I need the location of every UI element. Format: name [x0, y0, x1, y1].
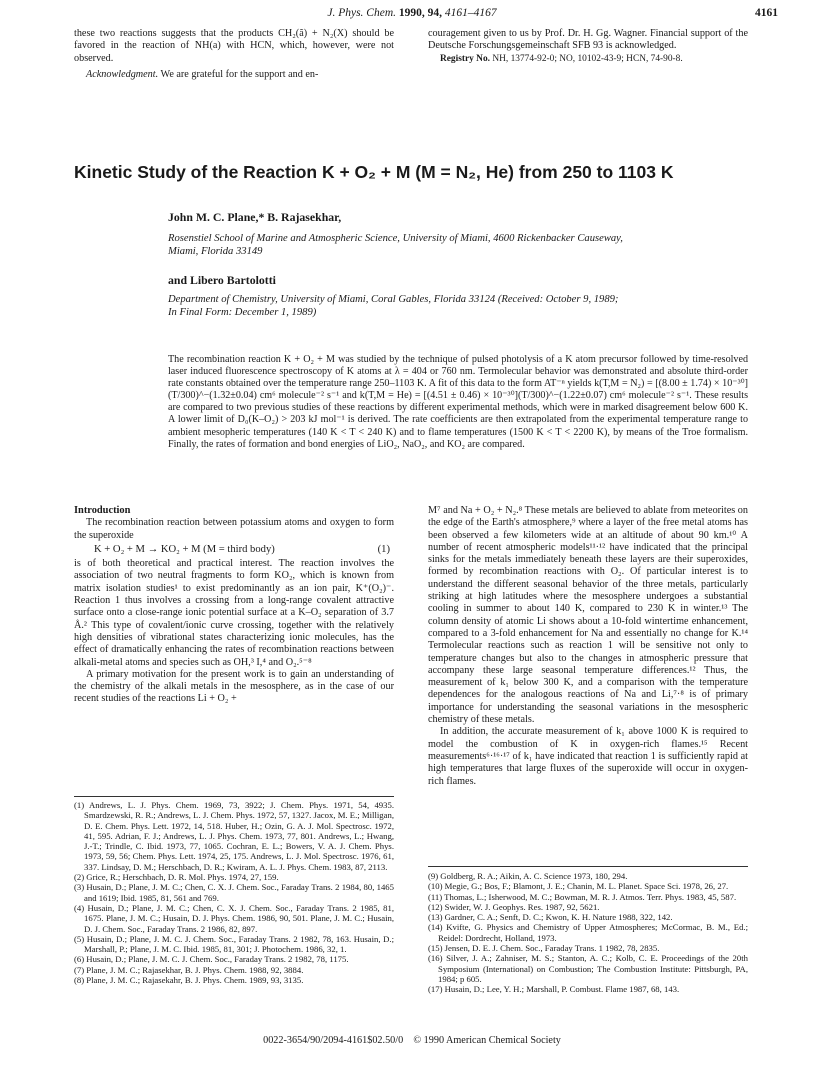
authors-primary: John M. C. Plane,* B. Rajasekhar,: [168, 210, 342, 224]
section-heading-introduction: Introduction: [74, 505, 131, 516]
reference-item: (8) Plane, J. M. C.; Rajasekahr, B. J. Phys. Chem. 1989, 93, 3135.: [74, 975, 304, 986]
reference-item: (17) Husain, D.; Lee, Y. H.; Marshall, P. Combust. Flame 1987, 68, 143.: [428, 984, 680, 995]
page-footer: [0, 1035, 824, 1046]
prev-article-right-column: [428, 28, 748, 65]
reference-item: (10) Megie, G.; Bos, F.; Blamont, J. E.; Chanin, M. L. Planet. Space Sci. 1978, 26, 27.: [428, 881, 729, 892]
reference-item: (9) Goldberg, R. A.; Aikin, A. C. Science 1973, 180, 294.: [428, 871, 628, 881]
reference-item: (16) Silver, J. A.; Zahniser, M. S.; Stanton, A. C.; Kolb, C. E. Proceedings of the 20th Symposium (International) on Combustion; The Combustion Institute: Pittsburgh, PA, 1984; p 605.: [428, 953, 748, 984]
body-left-column: [74, 505, 394, 706]
reference-item: (15) Jensen, D. E. J. Chem. Soc., Faraday Trans. 1 1982, 78, 2835.: [428, 943, 660, 954]
body-right-column: [428, 505, 748, 788]
journal-year-volume: 1990, 94,: [398, 7, 443, 19]
footnote-divider-right: [428, 866, 748, 867]
journal-name: J. Phys. Chem.: [327, 7, 397, 19]
reference-item: (3) Husain, D.; Plane, J. M. C.; Chen, C. X. J. Chem. Soc., Faraday Trans. 2 1984, 80, 1465 and 1619; Ibid. 1985, 81, 561 and 769.: [74, 882, 394, 903]
reference-item: (12) Swider, W. J. Geophys. Res. 1987, 92, 5621.: [428, 901, 600, 912]
body-paragraph-right-1: M⁷ and Na + O₂ + N₂.⁸ These metals are believed to ablate from meteorites on the edge of the Earth's atmosphere,⁹ where a layer of the free metal atoms has been observed a few kilometers wide at an altitude of about 90 km.¹⁰ A number of recent atmospheric models¹¹·¹² have indicated that the principal sinks for the metals immediately beneath these layers are their superoxides, formed by recombination reactions with O₂. Of particular interest is to understand the different seasonal behavior of the three metals, particularly striking at high latitudes where the mesosphere undergoes a substantial cooling in summer to about 140 K, compared to 230 K in winter.¹³ The column density of atomic Li shows about a 10-fold wintertime enhancement, compared to a 3-fold enhancement for Na and essentially no change for K.¹⁴ Termolecular reactions such as reaction 1 will be sensitive not only to temperature changes but also to the changes in atmospheric pressure that accompany these large seasonal temperature differences.¹² Thus, the measurement of k₁ below 300 K, and a comparison with the temperature dependences for the analogous reactions of Na and Li,⁷·⁸ is of primary importance for understanding the seasonal variations in the mesospheric chemistry of these metals.: [428, 505, 748, 726]
reference-item: (13) Gardner, C. A.; Senft, D. C.; Kwon, K. H. Nature 1988, 322, 142.: [428, 912, 673, 923]
reference-item: (7) Plane, J. M. C.; Rajasekhar, B. J. Phys. Chem. 1988, 92, 3884.: [74, 964, 304, 975]
copyright-code: 0022-3654/90/2094-4161$02.50/0: [263, 1035, 404, 1046]
running-header: [0, 7, 824, 19]
reference-item: (4) Husain, D.; Plane, J. M. C.; Chen, C. X. J. Chem. Soc., Faraday Trans. 2 1985, 81, 1675. Plane, J. M. C.; Husain, D. J. Phys. Chem. 1986, 90, 501. Plane, J. M. C.; Husain, D. J. Chem. Soc., Faraday Trans. 2 1986, 82, 897.: [74, 902, 394, 934]
registry-label: Registry No.: [440, 53, 490, 64]
references-right: [428, 871, 748, 995]
affiliation-chemistry: [168, 293, 768, 319]
intro-paragraph-1b: is of both theoretical and practical interest. The reaction involves the association of two neutral fragments to form KO₂, which is known from matrix isolation studies¹ to exist predominantly as an ion pair, K⁺(O₂)⁻. Reaction 1 thus involves a crossing from a long-range covalent attractive surface onto a close-range ionic potential surface at a K–O₂ separation of 3.7 Å.² This type of covalent/ionic curve crossing, together with the relatively high densities of vibrational states characterizing ionic molecules, has the effect of dramatically enhancing the rates of recombination reactions between alkali-metal atoms and species such as OH,³ I,⁴ and O₂.⁵⁻⁸: [74, 558, 394, 668]
copyright-notice: © 1990 American Chemical Society: [413, 1035, 561, 1046]
equation-number: (1): [377, 543, 390, 555]
affiliation-line: In Final Form: December 1, 1989): [168, 307, 317, 318]
reference-item: (6) Husain, D.; Plane, J. M. C. J. Chem. Soc., Faraday Trans. 2 1982, 78, 1175.: [74, 954, 349, 965]
registry-text: NH, 13774-92-0; NO, 10102-43-9; HCN, 74-90-8.: [492, 53, 683, 64]
equation-1: [74, 542, 394, 558]
reference-item: (11) Thomas, L.; Isherwood, M. C.; Bowman, M. R. J. Atmos. Terr. Phys. 1983, 45, 587.: [428, 891, 737, 902]
reference-item: (5) Husain, D.; Plane, J. M. C. J. Chem. Soc., Faraday Trans. 2 1982, 78, 163. Husain, D.; Marshall, P.; Plane, J. M. C. Ibid. 1985, 81, 301; J. Photochem. 1986, 32, 1.: [74, 933, 394, 955]
registry-line: [428, 53, 748, 65]
affiliation-rosenstiel: [168, 232, 768, 258]
acknowledgment-label: Acknowledgment.: [86, 68, 159, 80]
page-number: 4161: [755, 7, 778, 19]
acknowledgment-text-right: couragement given to us by Prof. Dr. H. Gg. Wagner. Financial support of the Deutsche Forschungsgemeinschaft SFB 93 is acknowledged.: [428, 28, 748, 52]
equation-text: K + O₂ + M → KO₂ + M (M = third body): [94, 543, 275, 555]
references-left: [74, 800, 394, 985]
journal-page-range: 4161–4167: [444, 7, 497, 19]
reference-item: (2) Grice, R.; Herschbach, D. R. Mol. Phys. 1974, 27, 159.: [74, 872, 279, 883]
intro-paragraph-1a: The recombination reaction between potassium atoms and oxygen to form the superoxide: [74, 517, 394, 541]
article-title: Kinetic Study of the Reaction K + O₂ + M (M = N₂, He) from 250 to 1103 K: [74, 162, 674, 182]
footnote-divider-left: [74, 796, 394, 797]
acknowledgment-text-left: We are grateful for the support and en-: [160, 68, 319, 80]
abstract-text: The recombination reaction K + O₂ + M was studied by the technique of pulsed photolysis of a K atom precursor followed by time-resolved laser induced fluorescence spectroscopy of K atoms at λ = 404 or 760 nm. Termolecular behavior was demonstrated and absolute third-order rate constants obtained over the temperature range 250–1103 K. A fit of this data to the form AT⁻ⁿ yields k(T,M = N₂) = [(8.00 ± 1.74) × 10⁻³⁰](T/300)^−(1.32±0.04) cm⁶ molecule⁻² s⁻¹ and k(T,M = He) = [(4.51 ± 0.46) × 10⁻³⁰](T/300)^−(1.22±0.07) cm⁶ molecule⁻² s⁻¹. These results are compared to two previous studies of these reactions by different experimental methods, which were in marked disagreement below 600 K. A lower limit of D₀(K–O₂) > 203 kJ mol⁻¹ is derived. The rate coefficients are then extrapolated from the experimental temperature range to ambient mesopheric temperatures (140 K < T < 240 K) and to flame temperatures (1500 K < T < 2200 K), by means of the Troe formalism. Finally, the rates of formation and bond energies of LiO₂, NaO₂, and KO₂ are compared.: [168, 354, 748, 450]
prev-article-left-column: [74, 28, 394, 81]
reference-item: (14) Kvifte, G. Physics and Chemistry of Upper Atmospheres; McCormac, B. M., Ed.; Reidel: Dordrecht, Holland, 1973.: [428, 922, 748, 943]
affiliation-line: Department of Chemistry, University of Miami, Coral Gables, Florida 33124 (Received: October 9, 1989;: [168, 294, 619, 305]
authors-secondary: and Libero Bartolotti: [168, 273, 276, 287]
intro-paragraph-2: A primary motivation for the present work is to gain an understanding of the chemistry of the alkali metals in the mesosphere, as in the case of our recent studies of the reactions Li + O₂ +: [74, 668, 394, 705]
abstract: [168, 354, 748, 451]
acknowledgment-paragraph: [74, 69, 394, 81]
affiliation-line: Miami, Florida 33149: [168, 246, 263, 257]
affiliation-line: Rosenstiel School of Marine and Atmospheric Science, University of Miami, 4600 Rickenbacker Causeway,: [168, 233, 623, 244]
prev-article-text: these two reactions suggests that the products CH₂(ã) + N₂(X) should be favored in the reaction of NH(a) with HCN, which, however, were not observed.: [74, 28, 394, 64]
body-paragraph-right-2: In addition, the accurate measurement of k₁ above 1000 K is required to model the combustion of K in oxygen-rich flames.¹⁵ Recent measurements⁶·¹⁶·¹⁷ of k₁ have indicated that reaction 1 is sufficiently rapid at high temperatures that large fluxes of the superoxide will occur in oxygen-rich flames.: [428, 726, 748, 787]
reference-item: (1) Andrews, L. J. Phys. Chem. 1969, 73, 3922; J. Chem. Phys. 1971, 54, 4935. Smardzewski, R. R.; Andrews, L. J. Chem. Phys. 1972, 57, 1327. Jacox, M. E.; Milligan, D. E. Chem. Phys. Lett. 1972, 14, 518. Huber, H.; Ozin, G. A. J. Mol. Spectrosc. 1972, 41, 595. Adrian, F. J.; Andrews, L. J. Phys. Chem. 1973, 77, 801. Andrews, L.; Hwang, J.-T.; Trindle, C. Ibid. 1973, 77, 1065. Cochran, E. L.; Bowers, V. A. J. Chem. Phys. 1973, 59, 56; Chem. Phys. Lett. 1974, 25, 175. Andrews, L. J. Mol. Spectrosc. 1976, 61, 337. Lindsay, D. M.; Herschbach, D. R.; Kwiram, A. L. J. Phys. Chem. 1983, 87, 2113.: [74, 800, 394, 872]
